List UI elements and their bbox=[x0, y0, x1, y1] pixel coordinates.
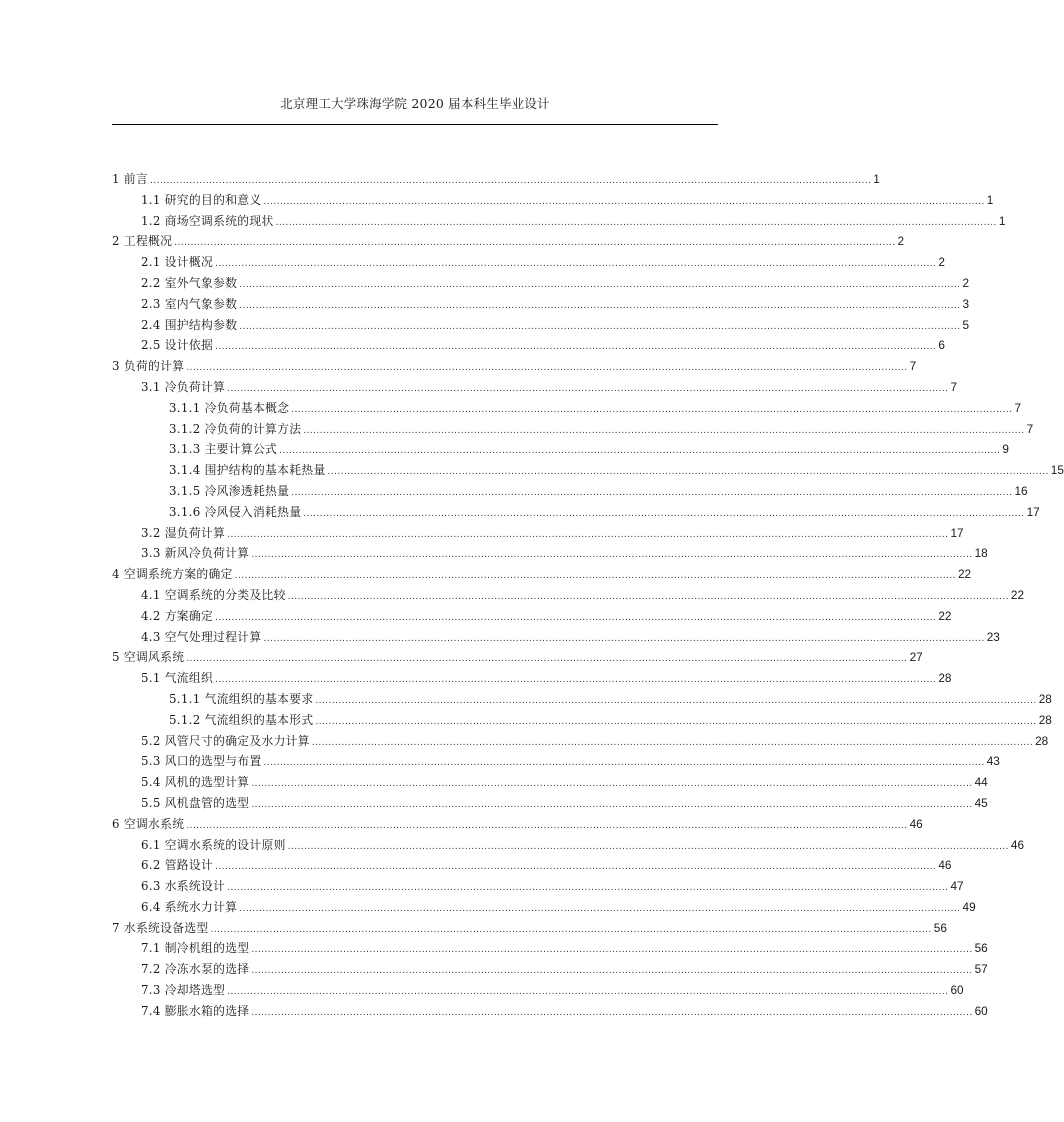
toc-leader-dots: ............................................................................................................................................................................................................................ bbox=[215, 861, 937, 873]
toc-entry-title: 7.3 冷却塔选型 bbox=[141, 983, 226, 998]
toc-entry-title: 3.1.1 冷负荷基本概念 bbox=[169, 400, 290, 415]
header-divider bbox=[112, 124, 718, 125]
toc-entry-page-number: 28 bbox=[938, 671, 952, 686]
toc-leader-dots: ............................................................................................................................................................................................................................ bbox=[327, 466, 1049, 478]
toc-entry[interactable] bbox=[112, 647, 923, 668]
toc-entry[interactable] bbox=[112, 398, 1022, 419]
toc-leader-dots: ............................................................................................................................................................................................................................ bbox=[291, 486, 1013, 498]
toc-entry-page-number: 27 bbox=[909, 650, 923, 665]
toc-entry[interactable] bbox=[112, 231, 905, 252]
toc-entry[interactable] bbox=[112, 481, 1028, 502]
toc-entry[interactable] bbox=[112, 731, 1049, 752]
toc-leader-dots: ............................................................................................................................................................................................................................ bbox=[291, 403, 1013, 415]
toc-entry-title: 3.1.6 冷风侵入消耗热量 bbox=[169, 504, 302, 519]
toc-entry[interactable] bbox=[112, 523, 964, 544]
toc-entry-page-number: 1 bbox=[998, 213, 1006, 228]
toc-entry-page-number: 28 bbox=[1038, 712, 1052, 727]
toc-entry-page-number: 6 bbox=[938, 338, 945, 353]
toc-entry-page-number: 7 bbox=[909, 359, 917, 374]
toc-entry-title: 6.2 管路设计 bbox=[141, 858, 214, 873]
toc-entry[interactable] bbox=[112, 855, 952, 876]
toc-entry[interactable] bbox=[112, 627, 1000, 648]
toc-entry-title: 5.2 风管尺寸的确定及水力计算 bbox=[141, 733, 310, 748]
toc-entry-page-number: 7 bbox=[950, 379, 957, 394]
toc-entry[interactable] bbox=[112, 543, 988, 564]
toc-leader-dots: ............................................................................................................................................................................................................................ bbox=[251, 798, 973, 810]
toc-entry-title: 4.2 方案确定 bbox=[141, 608, 214, 623]
toc-entry-title: 5.1.2 气流组织的基本形式 bbox=[169, 712, 314, 727]
toc-entry[interactable] bbox=[112, 793, 988, 814]
toc-entry-page-number: 16 bbox=[1014, 483, 1028, 498]
toc-leader-dots: ............................................................................................................................................................................................................................ bbox=[215, 611, 937, 623]
toc-leader-dots: ............................................................................................................................................................................................................................ bbox=[251, 965, 973, 977]
toc-entry-page-number: 9 bbox=[1002, 442, 1009, 457]
toc-leader-dots: ............................................................................................................................................................................................................................ bbox=[275, 216, 997, 228]
toc-entry-title: 6.1 空调水系统的设计原则 bbox=[141, 837, 286, 852]
toc-entry-title: 2 工程概况 bbox=[112, 234, 173, 249]
toc-entry-page-number: 2 bbox=[962, 275, 970, 290]
toc-entry[interactable] bbox=[112, 710, 1052, 731]
toc-entry[interactable] bbox=[112, 564, 972, 585]
toc-entry-page-number: 18 bbox=[974, 546, 988, 561]
toc-entry-page-number: 46 bbox=[938, 858, 952, 873]
toc-entry-title: 3.2 湿负荷计算 bbox=[141, 525, 226, 540]
toc-entry-title: 2.3 室内气象参数 bbox=[141, 296, 238, 311]
toc-entry-page-number: 2 bbox=[938, 255, 945, 270]
toc-entry-page-number: 56 bbox=[974, 941, 988, 956]
toc-leader-dots: ............................................................................................................................................................................................................................ bbox=[263, 632, 985, 644]
toc-entry-page-number: 43 bbox=[986, 754, 1000, 769]
toc-leader-dots: ............................................................................................................................................................................................................................ bbox=[287, 590, 1009, 602]
toc-leader-dots: ............................................................................................................................................................................................................................ bbox=[239, 278, 961, 290]
toc-entry[interactable] bbox=[112, 585, 1025, 606]
toc-entry-page-number: 46 bbox=[1010, 837, 1025, 852]
toc-entry[interactable] bbox=[112, 169, 880, 190]
toc-entry-title: 3.1.5 冷风渗透耗热量 bbox=[169, 483, 290, 498]
toc-entry-title: 5.4 风机的选型计算 bbox=[141, 775, 250, 790]
toc-entry[interactable] bbox=[112, 1001, 988, 1022]
toc-leader-dots: ............................................................................................................................................................................................................................ bbox=[186, 819, 908, 831]
toc-entry[interactable] bbox=[112, 814, 923, 835]
toc-entry-title: 5 空调风系统 bbox=[112, 650, 185, 665]
toc-leader-dots: ............................................................................................................................................................................................................................ bbox=[263, 195, 985, 207]
toc-entry[interactable] bbox=[112, 938, 988, 959]
toc-entry-page-number: 7 bbox=[1026, 421, 1034, 436]
toc-entry[interactable] bbox=[112, 897, 976, 918]
toc-entry-page-number: 47 bbox=[950, 879, 964, 894]
toc-entry-page-number: 15 bbox=[1050, 463, 1064, 478]
toc-entry-page-number: 60 bbox=[950, 983, 964, 998]
toc-entry-page-number: 5 bbox=[962, 317, 970, 332]
toc-entry-page-number: 44 bbox=[974, 775, 988, 790]
toc-entry-title: 4.3 空气处理过程计算 bbox=[141, 629, 262, 644]
toc-entry-page-number: 22 bbox=[957, 567, 972, 582]
toc-entry[interactable] bbox=[112, 918, 947, 939]
toc-leader-dots: ............................................................................................................................................................................................................................ bbox=[315, 694, 1037, 706]
toc-entry[interactable] bbox=[112, 273, 970, 294]
toc-entry[interactable] bbox=[112, 835, 1025, 856]
toc-entry-title: 5.5 风机盘管的选型 bbox=[141, 795, 250, 810]
toc-entry-page-number: 28 bbox=[1035, 733, 1049, 748]
page-header: 北京理工大学珠海学院 2020 届本科生毕业设计 bbox=[280, 96, 550, 111]
toc-entry-title: 3.1.3 主要计算公式 bbox=[169, 442, 278, 457]
toc-leader-dots: ............................................................................................................................................................................................................................ bbox=[174, 237, 896, 249]
toc-entry-page-number: 22 bbox=[1010, 587, 1025, 602]
toc-entry[interactable] bbox=[112, 356, 917, 377]
toc-entry-page-number: 49 bbox=[962, 899, 976, 914]
toc-leader-dots: ............................................................................................................................................................................................................................ bbox=[215, 674, 937, 686]
toc-entry-title: 3.3 新风冷负荷计算 bbox=[141, 546, 250, 561]
toc-leader-dots: ............................................................................................................................................................................................................................ bbox=[227, 882, 949, 894]
toc-entry[interactable] bbox=[112, 959, 988, 980]
toc-entry-title: 2.5 设计依据 bbox=[141, 338, 214, 353]
toc-entry-page-number: 2 bbox=[897, 234, 905, 249]
toc-leader-dots: ............................................................................................................................................................................................................................ bbox=[303, 424, 1025, 436]
toc-entry[interactable] bbox=[112, 439, 1009, 460]
toc-leader-dots: ............................................................................................................................................................................................................................ bbox=[234, 570, 956, 582]
toc-leader-dots: ............................................................................................................................................................................................................................ bbox=[315, 715, 1037, 727]
toc-leader-dots: ............................................................................................................................................................................................................................ bbox=[239, 299, 961, 311]
toc-entry-page-number: 1 bbox=[986, 192, 994, 207]
toc-entry-page-number: 23 bbox=[986, 629, 1000, 644]
toc-entry-title: 6.4 系统水力计算 bbox=[141, 899, 238, 914]
toc-entry[interactable] bbox=[112, 377, 957, 398]
table-of-contents bbox=[112, 169, 1064, 1022]
toc-entry-title: 6 空调水系统 bbox=[112, 816, 185, 831]
toc-leader-dots: ............................................................................................................................................................................................................................ bbox=[251, 778, 973, 790]
toc-entry-title: 3.1.2 冷负荷的计算方法 bbox=[169, 421, 302, 436]
toc-entry-title: 2.4 围护结构参数 bbox=[141, 317, 238, 332]
toc-leader-dots: ............................................................................................................................................................................................................................ bbox=[186, 653, 908, 665]
toc-entry[interactable] bbox=[112, 294, 970, 315]
toc-entry-page-number: 57 bbox=[974, 962, 988, 977]
toc-leader-dots: ............................................................................................................................................................................................................................ bbox=[251, 944, 973, 956]
toc-entry[interactable] bbox=[112, 980, 964, 1001]
toc-leader-dots: ............................................................................................................................................................................................................................ bbox=[303, 507, 1025, 519]
toc-entry[interactable] bbox=[112, 668, 952, 689]
toc-entry-page-number: 46 bbox=[909, 816, 923, 831]
toc-entry-page-number: 3 bbox=[962, 296, 970, 311]
toc-entry-title: 6.3 水系统设计 bbox=[141, 879, 226, 894]
toc-entry[interactable] bbox=[112, 502, 1040, 523]
toc-leader-dots: ............................................................................................................................................................................................................................ bbox=[227, 986, 949, 998]
toc-entry-title: 3 负荷的计算 bbox=[112, 359, 185, 374]
toc-leader-dots: ............................................................................................................................................................................................................................ bbox=[227, 382, 949, 394]
toc-leader-dots: ............................................................................................................................................................................................................................ bbox=[239, 320, 961, 332]
toc-entry-title: 1 前言 bbox=[112, 172, 149, 186]
toc-leader-dots: ............................................................................................................................................................................................................................ bbox=[251, 1006, 973, 1018]
toc-entry[interactable] bbox=[112, 419, 1034, 440]
toc-entry-title: 1.1 研究的目的和意义 bbox=[141, 192, 262, 207]
toc-entry-title: 7.1 制冷机组的选型 bbox=[141, 941, 250, 956]
toc-entry-title: 5.3 风口的选型与布置 bbox=[141, 754, 262, 769]
toc-leader-dots: ............................................................................................................................................................................................................................ bbox=[239, 902, 961, 914]
toc-entry-page-number: 45 bbox=[974, 795, 988, 810]
toc-entry-title: 5.1.1 气流组织的基本要求 bbox=[169, 691, 314, 706]
toc-entry[interactable] bbox=[112, 772, 988, 793]
toc-entry[interactable] bbox=[112, 751, 1000, 772]
toc-entry[interactable] bbox=[112, 876, 964, 897]
toc-leader-dots: ............................................................................................................................................................................................................................ bbox=[215, 258, 937, 270]
toc-entry[interactable] bbox=[112, 335, 945, 356]
toc-entry-page-number: 1 bbox=[873, 172, 880, 186]
toc-leader-dots: ............................................................................................................................................................................................................................ bbox=[150, 175, 872, 186]
toc-entry-page-number: 17 bbox=[950, 525, 964, 540]
toc-entry-title: 7.4 膨胀水箱的选择 bbox=[141, 1003, 250, 1018]
toc-entry[interactable] bbox=[112, 460, 1064, 481]
toc-leader-dots: ............................................................................................................................................................................................................................ bbox=[215, 341, 937, 353]
toc-entry[interactable] bbox=[112, 252, 945, 273]
toc-entry[interactable] bbox=[112, 190, 994, 211]
toc-leader-dots: ............................................................................................................................................................................................................................ bbox=[279, 445, 1001, 457]
toc-entry-page-number: 56 bbox=[933, 920, 947, 935]
toc-entry-title: 7 水系统设备选型 bbox=[112, 920, 209, 935]
toc-entry-page-number: 22 bbox=[938, 608, 952, 623]
toc-entry-page-number: 60 bbox=[974, 1003, 988, 1018]
toc-entry-title: 5.1 气流组织 bbox=[141, 671, 214, 686]
toc-entry-title: 3.1.4 围护结构的基本耗热量 bbox=[169, 463, 326, 478]
toc-leader-dots: ............................................................................................................................................................................................................................ bbox=[186, 362, 908, 374]
toc-entry[interactable] bbox=[112, 211, 1006, 232]
toc-leader-dots: ............................................................................................................................................................................................................................ bbox=[210, 923, 932, 935]
toc-entry-page-number: 28 bbox=[1038, 691, 1052, 706]
toc-leader-dots: ............................................................................................................................................................................................................................ bbox=[287, 840, 1009, 852]
toc-entry-title: 2.1 设计概况 bbox=[141, 255, 214, 270]
toc-leader-dots: ............................................................................................................................................................................................................................ bbox=[227, 528, 949, 540]
toc-entry[interactable] bbox=[112, 689, 1052, 710]
toc-entry-title: 2.2 室外气象参数 bbox=[141, 275, 238, 290]
toc-leader-dots: ............................................................................................................................................................................................................................ bbox=[263, 757, 985, 769]
toc-entry-title: 4.1 空调系统的分类及比较 bbox=[141, 587, 286, 602]
toc-entry-title: 3.1 冷负荷计算 bbox=[141, 379, 226, 394]
toc-leader-dots: ............................................................................................................................................................................................................................ bbox=[311, 736, 1034, 748]
toc-leader-dots: ............................................................................................................................................................................................................................ bbox=[251, 549, 973, 561]
toc-entry-page-number: 17 bbox=[1026, 504, 1040, 519]
toc-entry[interactable] bbox=[112, 606, 952, 627]
toc-entry-title: 7.2 冷冻水泵的选择 bbox=[141, 962, 250, 977]
toc-entry-title: 1.2 商场空调系统的现状 bbox=[141, 213, 274, 228]
toc-entry[interactable] bbox=[112, 315, 970, 336]
toc-entry-page-number: 7 bbox=[1014, 400, 1022, 415]
toc-entry-title: 4 空调系统方案的确定 bbox=[112, 567, 233, 582]
